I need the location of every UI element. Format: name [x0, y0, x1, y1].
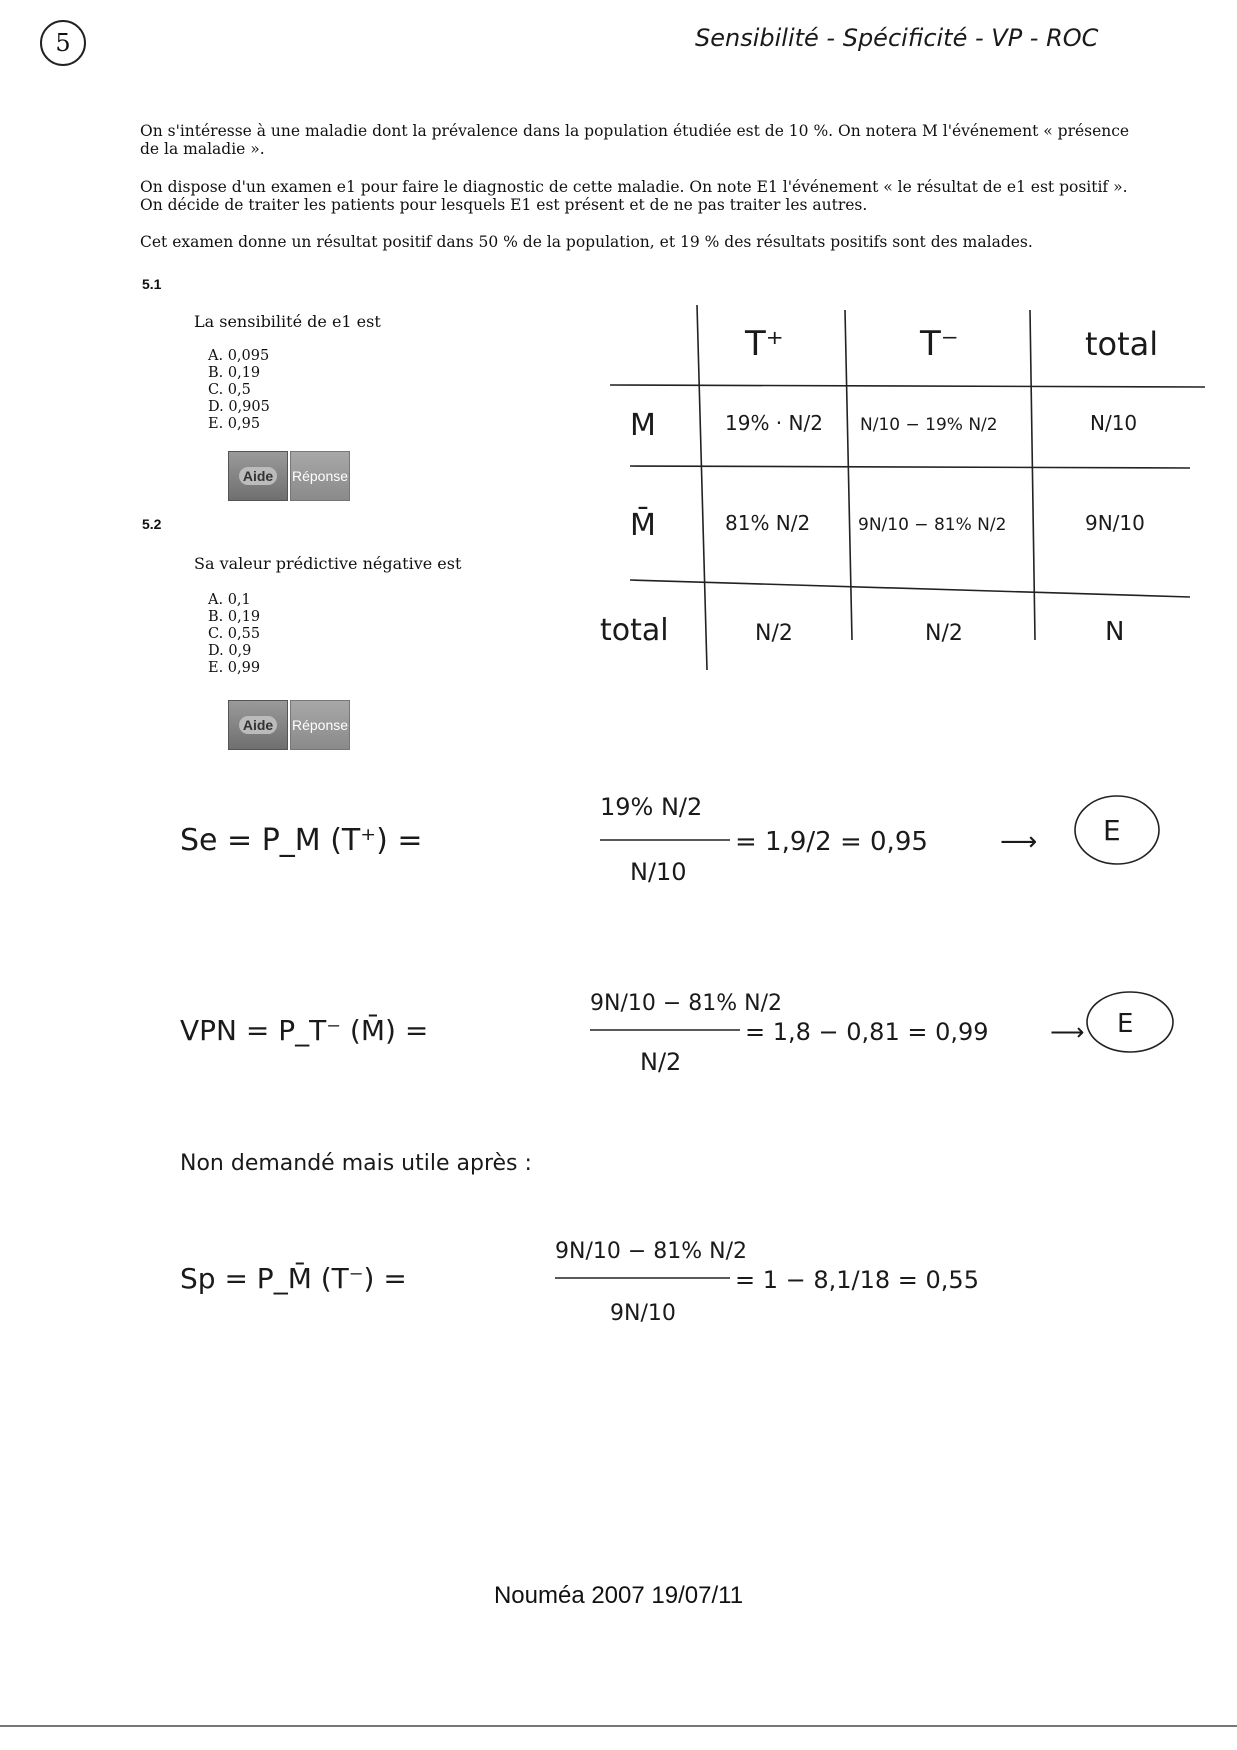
- option-e[interactable]: E. 0,99: [208, 660, 261, 676]
- bottom-rule: [0, 1725, 1237, 1727]
- page-number: 5: [40, 20, 86, 66]
- option-b[interactable]: B. 0,19: [208, 609, 261, 625]
- col-header-t-plus: T⁺: [745, 324, 784, 364]
- arrow-icon: ⟶: [1000, 827, 1038, 857]
- vpn-numerator: 9N/10 − 81% N/2: [590, 991, 783, 1016]
- lifebuoy-icon: Aide: [239, 467, 277, 485]
- cell-m-total: N/10: [1090, 411, 1138, 435]
- sp-denominator: 9N/10: [610, 1301, 676, 1326]
- se-numerator: 19% N/2: [600, 793, 703, 821]
- cell-total-total: N: [1105, 617, 1125, 647]
- vpn-answer: E: [1117, 1009, 1134, 1039]
- help-button[interactable]: [228, 451, 288, 501]
- vpn-denominator: N/2: [640, 1048, 682, 1076]
- cell-total-tminus: N/2: [925, 621, 963, 646]
- se-label: Se = P_M (T⁺) =: [180, 823, 423, 858]
- options-list: [208, 348, 270, 433]
- cell-m-tplus: 19% · N/2: [725, 411, 823, 435]
- handwritten-formulas: [170, 760, 1200, 1360]
- arrow-icon: ⟶: [1050, 1018, 1085, 1046]
- cell-mbar-tminus: 9N/10 − 81% N/2: [858, 515, 1007, 535]
- option-b[interactable]: B. 0,19: [208, 365, 261, 381]
- option-a[interactable]: A. 0,1: [208, 592, 251, 608]
- cell-total-tplus: N/2: [755, 621, 793, 646]
- se-answer: E: [1103, 814, 1121, 847]
- option-c[interactable]: C. 0,55: [208, 626, 261, 642]
- se-result: = 1,9/2 = 0,95: [735, 827, 928, 857]
- contingency-table: [590, 300, 1210, 680]
- header-title: Sensibilité - Spécificité - VP - ROC: [695, 24, 1099, 52]
- question-prompt: La sensibilité de e1 est: [194, 312, 381, 331]
- help-button[interactable]: [228, 700, 288, 750]
- sp-numerator: 9N/10 − 81% N/2: [555, 1239, 748, 1264]
- option-d[interactable]: D. 0,905: [208, 399, 270, 415]
- question-number: 5.1: [142, 276, 162, 292]
- question-prompt: Sa valeur prédictive négative est: [194, 554, 462, 573]
- answer-button[interactable]: Réponse: [290, 451, 350, 501]
- col-header-total: total: [1085, 325, 1159, 363]
- row-header-m: M: [630, 408, 656, 443]
- option-a[interactable]: A. 0,095: [208, 348, 270, 364]
- cell-mbar-total: 9N/10: [1085, 511, 1145, 535]
- intro-paragraph-2: On dispose d'un examen e1 pour faire le diagnostic de cette maladie. On note E1 l'événement « le résultat de e1 est positif ». On décide de traiter les patients pour lesquels E1 est présent et de ne pas traiter les autres.: [140, 178, 1128, 214]
- lifebuoy-icon: Aide: [239, 716, 277, 734]
- options-list: [208, 592, 260, 677]
- row-header-total: total: [600, 613, 669, 648]
- intro-paragraph-1: On s'intéresse à une maladie dont la prévalence dans la population étudiée est de 10 %. On notera M l'événement « présence de la maladie ».: [140, 122, 1130, 158]
- cell-m-tminus: N/10 − 19% N/2: [860, 415, 998, 435]
- cell-mbar-tplus: 81% N/2: [725, 511, 811, 535]
- sp-label: Sp = P_M̄ (T⁻) =: [180, 1262, 407, 1295]
- vpn-result: = 1,8 − 0,81 = 0,99: [745, 1018, 989, 1046]
- intro-paragraph-3: Cet examen donne un résultat positif dans 50 % de la population, et 19 % des résultats positifs sont des malades.: [140, 233, 1033, 251]
- note-text: Non demandé mais utile après :: [180, 1151, 532, 1176]
- answer-button[interactable]: Réponse: [290, 700, 350, 750]
- se-denominator: N/10: [630, 858, 687, 886]
- option-c[interactable]: C. 0,5: [208, 382, 251, 398]
- row-header-m-bar: M̄: [630, 508, 656, 543]
- sp-result: = 1 − 8,1/18 = 0,55: [735, 1266, 979, 1294]
- vpn-label: VPN = P_T⁻ (M̄) =: [180, 1014, 429, 1047]
- option-e[interactable]: E. 0,95: [208, 416, 261, 432]
- option-d[interactable]: D. 0,9: [208, 643, 252, 659]
- footer-text: Nouméa 2007 19/07/11: [493, 1582, 744, 1609]
- col-header-t-minus: T⁻: [920, 324, 959, 364]
- question-number: 5.2: [142, 516, 162, 532]
